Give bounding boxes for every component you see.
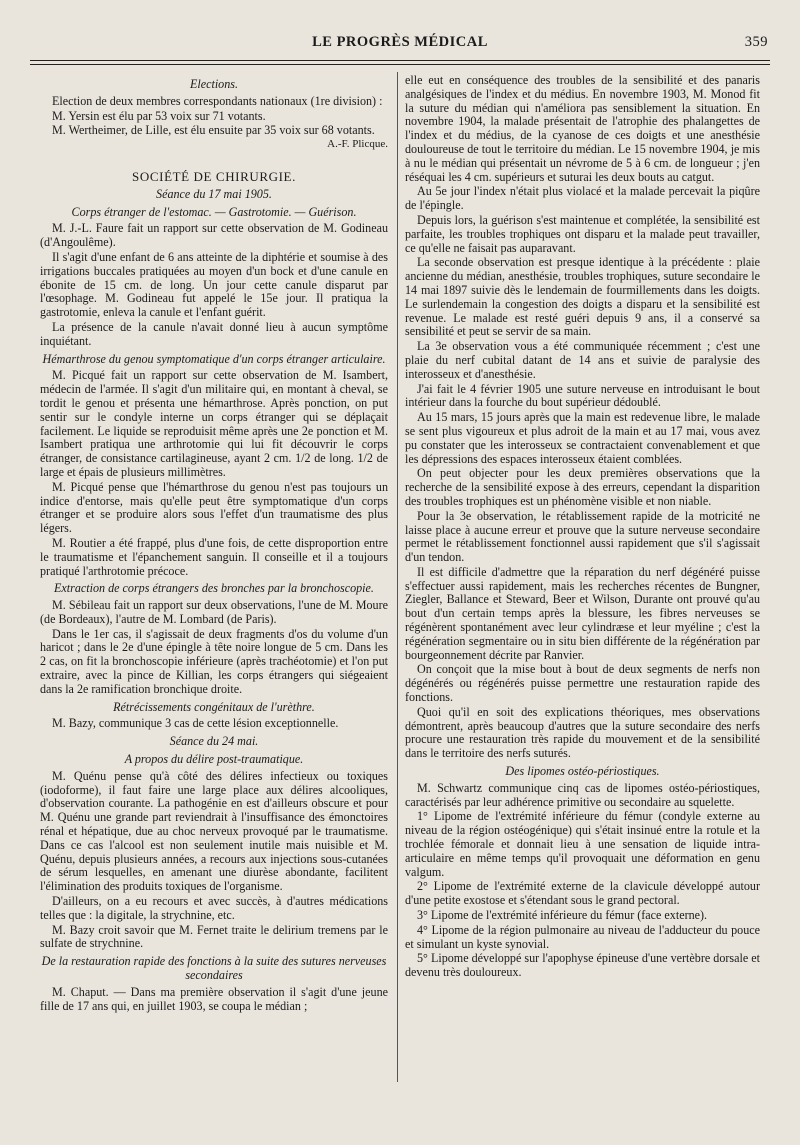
paragraph: La seconde observation est presque identique à la précédente : plaie ancienne du médian, anesthésie, troubles trophiques, suture secondaire le 14 mai 1897 suivie dès le lendemain de fourmillements dans les doigts. Le surlendemain la congestion des doigts a disparu et la sensibilité est revenue. Le malade est resté guéri depuis 9 ans, il a conservé sa sensibilité et peut se servir de sa main.: [405, 255, 760, 339]
right-column: [405, 74, 760, 981]
paragraph: On peut objecter pour les deux premières observations que la recherche de la sensibilité expose à des erreurs, cependant la disparition des troubles trophiques est un phénomène visible et non niable.: [405, 466, 760, 508]
topic-heading: Des lipomes ostéo-périostiques.: [505, 764, 660, 779]
paragraph: D'ailleurs, on a eu recours et avec succès, à d'autres médications telles que : la digitale, la strychnine, etc.: [40, 894, 388, 922]
paragraph: M. Bazy croit savoir que M. Fernet traite le delirium tremens par le sulfate de strychnine.: [40, 922, 388, 951]
topic-heading: Hémarthrose du genou symptomatique d'un corps étranger articulaire.: [42, 351, 386, 366]
journal-title: LE PROGRÈS MÉDICAL: [312, 34, 488, 50]
paragraph: M. Quénu pense qu'à côté des délires infectieux ou toxiques (iodoforme), il faut faire une large place aux délires alcooliques, d'observation courante. La pathogénie en est d'ailleurs obscure et pour M. Quénu une grande part reviendrait à l'insuffisance des émonctoires rénal et hépatique, due au choc nerveux provoqué par le traumatisme. Dans ce cas l'alcool est non seulement inutile mais nuisible et M. Quénu, depuis plusieurs années, a recours aux injections sous-cutanées de sérum lesquelles, en amenant une diurèse abondante, facilitent l'élimination des produits toxiques de l'organisme.: [40, 768, 388, 894]
paragraph: M. Chaput. — Dans ma première observation il s'agit d'une jeune fille de 17 ans qui, en juillet 1903, se coupa le médian ;: [40, 984, 388, 1013]
paragraph: Election de deux membres correspondants nationaux (1re division) :: [52, 93, 383, 108]
paragraph: Au 15 mars, 15 jours après que la main est redevenue libre, le malade se sent plus vigoureux et plus adroit de la main et au 17 mai, vous avez pu constater que les interosseux se contractaient convenablement et que les dépressions des espaces interosseux étaient comblées.: [405, 410, 760, 466]
paragraph: M. Yersin est élu par 53 voix sur 71 votants.: [52, 108, 266, 123]
paragraph: Au 5e jour l'index n'était plus violacé et la malade percevait la piqûre de l'épingle.: [405, 184, 760, 213]
paragraph: Il est difficile d'admettre que la réparation du nerf dégénéré puisse s'effectuer aussi rapidement, mais les recherches récentes de Bungner, Ziegler, Ballance et Steward, Beer et Wilson, Durante ont prouvé qu'au bout d'un certain temps après la blessure, les fibres nerveuses se régénèrent spontanément avec leur cylindræse et leur myéline ; c'est la régénération segmentaire ou in situ bien différente de la régénération par bourgeonnement décrite par Ranvier.: [405, 564, 760, 662]
paragraph: 2° Lipome de l'extrémité externe de la clavicule développé autour d'une petite exostose et s'étendant sous le grand pectoral.: [405, 879, 760, 908]
paragraph: 3° Lipome de l'extrémité inférieure du fémur (face externe).: [417, 908, 708, 923]
topic-heading: Rétrécissements congénitaux de l'urèthre.: [113, 699, 315, 714]
paragraph: M. Picqué pense que l'hémarthrose du genou n'est pas toujours un indice d'entorse, mais qu'elle peut être symptomatique d'un corps étranger et se produire alors sous l'effet d'un traumatisme des plus légers.: [40, 479, 388, 536]
paragraph: 4° Lipome de la région pulmonaire au niveau de l'adducteur du pouce et simulant un kyste synovial.: [405, 922, 760, 951]
paragraph: M. J.-L. Faure fait un rapport sur cette observation de M. Godineau (d'Angoulême).: [40, 221, 388, 250]
society-heading: SOCIÉTÉ DE CHIRURGIE.: [132, 168, 296, 184]
paragraph: La présence de la canule n'avait donné lieu à aucun symptôme inquiétant.: [40, 319, 388, 348]
paragraph: M. Picqué fait un rapport sur cette observation de M. Isambert, médecin de l'armée. Il s'agit d'un militaire qui, en montant à cheval, se tordit le genou et présenta une hémarthrose. Après ponction, on put sentir sur le condyle interne un corps étranger qui se déplaçait facilement. Le liquide se reproduisit même après une 2e ponction et M. Isambert pratiqua une arthrotomie qui lui fit découvrir le corps étranger, de consistance cartilagineuse, ayant 2 cm. 1/2 de long. 1/2 de large et épais de plusieurs millimètres.: [40, 368, 388, 479]
topic-heading: De la restauration rapide des fonctions à la suite des sutures nerveuses secondaires: [41, 954, 387, 983]
session-date: Séance du 17 mai 1905.: [156, 186, 272, 201]
session-date: Séance du 24 mai.: [169, 734, 259, 749]
paragraph: M. Bazy, communique 3 cas de cette lésion exceptionnelle.: [52, 716, 339, 731]
paragraph: M. Schwartz communique cinq cas de lipomes ostéo-périostiques, caractérisés par leur adhérence primitive ou secondaire au squelette.: [405, 780, 760, 809]
topic-heading: Corps étranger de l'estomac. — Gastrotomie. — Guérison.: [71, 204, 357, 219]
page-number: 359: [744, 34, 768, 50]
header-rule: [30, 60, 770, 61]
paragraph: Quoi qu'il en soit des explications théoriques, mes observations démontrent, après beaucoup d'autres que la suture secondaire des nerfs procure une restauration très rapide du mouvement et de la sensibilité dans le territoire des nerfs suturés.: [405, 704, 760, 761]
signature: A.-F. Plicque.: [327, 138, 388, 151]
paragraph: elle eut en conséquence des troubles de la sensibilité et des panaris analgésiques de l'index et du médius. En novembre 1903, M. Monod fit la suture du médian qui n'améliora pas sensiblement la situation. En novembre 1904, la malade présentait de l'atrophie des phalangettes de l'index et du médius, de la cyanose de ces doigts et une anesthésie douloureuse de tout le territoire du médian. Le 15 novembre 1904, je mis à nu le médian qui présentait un névrome de 5 à 6 cm. de longueur ; j'en réséquai les 4 cm. supérieurs et suturai les deux bouts au catgut.: [405, 73, 760, 184]
paragraph: Depuis lors, la guérison s'est maintenue et complétée, la sensibilité est parfaite, les troubles trophiques ont disparu et la malade peut travailler, ce qu'elle ne faisait pas auparavant.: [405, 212, 760, 255]
left-column: [40, 74, 388, 1014]
paragraph: 5° Lipome développé sur l'apophyse épineuse d'une vertèbre dorsale et devenu très douloureux.: [405, 951, 760, 980]
paragraph: M. Wertheimer, de Lille, est élu ensuite par 35 voix sur 68 votants.: [52, 123, 375, 138]
section-elections-title: Elections.: [189, 77, 239, 91]
column-divider: [397, 72, 398, 1082]
paragraph: Il s'agit d'une enfant de 6 ans atteinte de la diphtérie et soumise à des irrigations buccales pratiquées au moyen d'un bock et d'une canule en ébonite de 15 cm. de long. Un jour cette canule disparut par l'œsophage. M. Godineau fut appelé le 15e jour. Il pratiqua la gastrotomie, enleva la canule et l'enfant guérit.: [40, 249, 388, 320]
paragraph: 1° Lipome de l'extrémité inférieure du fémur (condyle externe au niveau de la région ostéogénique) qui s'était insinué entre la rotule et la trochlée fémorale et donnait lieu à une sensation de liquide intra-articulaire en même temps qu'il provoquait une déformation en genu valgum.: [405, 809, 760, 879]
paragraph: Pour la 3e observation, le rétablissement rapide de la motricité ne laisse place à aucune erreur et prouve que la suture nerveuse secondaire permet le rétablissement fonctionnel aussi rapidement que s'il s'agissait d'un tendon.: [405, 508, 760, 565]
paragraph: Dans le 1er cas, il s'agissait de deux fragments d'os du volume d'un haricot ; dans le 2e d'une épingle à tête noire longue de 5 cm. Dans les 2 cas, on fit la bronchoscopie inférieure (après trachéotomie) et l'on put extraire, avec la pince de Killian, les corps étrangers qui siégeaient dans la 2e ramification bronchique droite.: [40, 626, 388, 696]
topic-heading: A propos du délire post-traumatique.: [124, 752, 304, 767]
paragraph: M. Routier a été frappé, plus d'une fois, de cette disproportion entre le traumatisme et l'épanchement sanguin. Il conseille et il a toujours pratiqué l'arthrotomie précoce.: [40, 535, 388, 578]
topic-heading: Extraction de corps étrangers des bronches par la bronchoscopie.: [54, 581, 374, 596]
paragraph: La 3e observation vous a été communiquée récemment ; c'est une plaie du nerf cubital datant de 14 ans et suivie de paralysie des interosseux et d'anesthésie.: [405, 339, 760, 381]
running-header: [30, 34, 770, 56]
paragraph: On conçoit que la mise bout à bout de deux segments de nerfs non dégénérés ou régénérés puisse permettre une restauration rapide des fonctions.: [405, 662, 760, 705]
paragraph: M. Sébileau fait un rapport sur deux observations, l'une de M. Moure (de Bordeaux), l'autre de M. Lombard (de Paris).: [40, 598, 388, 626]
paragraph: J'ai fait le 4 février 1905 une suture nerveuse en introduisant le bout intérieur dans la fourche du bout supérieur dédoublé.: [405, 381, 760, 410]
header-rule-thin: [30, 64, 770, 65]
